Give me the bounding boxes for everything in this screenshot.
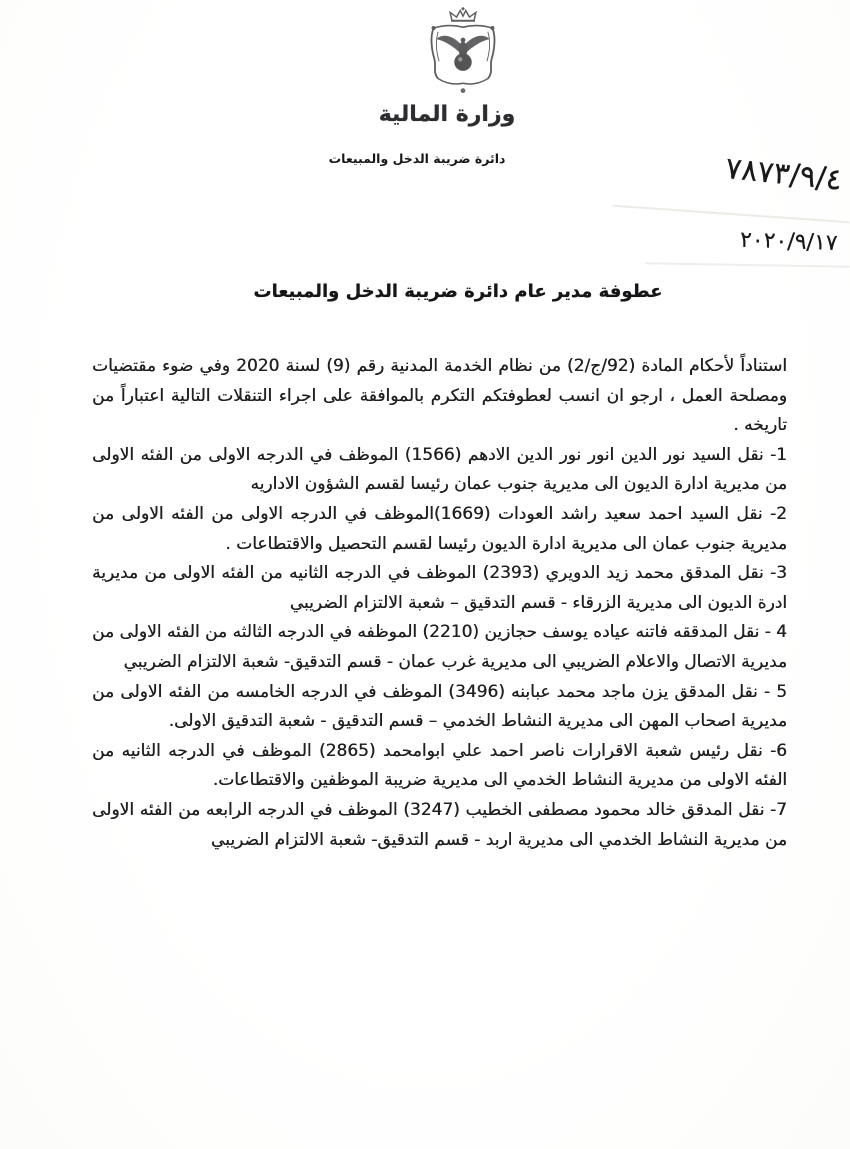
department-name: دائرة ضريبة الدخل والمبيعات — [328, 151, 506, 166]
scan-artifact-line — [612, 205, 850, 224]
transfer-item-7: 7- نقل المدقق خالد محمود مصطفى الخطيب (3247) الموظف في الدرجه الرابعه من الفئه الاولى من مديرية النشاط الخدمي الى مديرية اربد - قسم التدقيق- شعبة الالتزام الضريبي — [92, 799, 787, 850]
transfer-item-6: 6- نقل رئيس شعبة الاقرارات ناصر احمد علي ابوامحمد (2865) الموظف في الدرجه الثانيه من الفئه الاولى من مديرية النشاط الخدمي الى مديرية ضريبة الموظفين والاقتطاعات. — [92, 740, 787, 791]
transfer-item-2: 2- نقل السيد احمد سعيد راشد العودات (1669)الموظف في الدرجه الاولى من الفئه الاولى من مديرية جنوب عمان الى مديرية ادارة الديون رئيسا لقسم التحصيل والاقتطاعات . — [92, 503, 787, 554]
handwritten-date: ٢٠٢٠/٩/١٧ — [740, 227, 839, 256]
document-body — [92, 352, 787, 855]
ministry-name-calligraphy: وزارة المالية — [378, 102, 516, 127]
transfer-item-5: 5 - نقل المدقق يزن ماجد محمد عبابنه (3496) الموظف في الدرجه الخامسه من الفئه الاولى من مديرية اصحاب المهن الى مديرية النشاط الخدمي – قسم التدقيق - شعبة التدقيق الاولى. — [92, 681, 788, 732]
handwritten-reference-number: ٧٨٧٣/٩/٤ — [723, 150, 844, 198]
coat-of-arms-graphic — [407, 6, 519, 98]
transfer-item-4: 4 - نقل المدققه فاتنه عياده يوسف حجازين (2210) الموظفه في الدرجه الثالثه من الفئه الاولى من مديرية الاتصال والاعلام الضريبي الى مديرية غرب عمان - قسم التدقيق- شعبة الالتزام الضريبي — [92, 622, 787, 672]
intro-paragraph: استناداً لأحكام المادة (92/ج/2) من نظام الخدمة المدنية رقم (9) لسنة 2020 وفي ضوء مقتضيات ومصلحة العمل ، ارجو ان انسب لعطوفتكم التكرم بالموافقة على اجراء التنقلات التالية اعتباراً من تاريخه . — [92, 356, 788, 436]
transfer-item-3: 3- نقل المدقق محمد زيد الدويري (2393) الموظف في الدرجه الثانيه من الفئه الاولى من مديرية ادرة الديون الى مديرية الزرقاء - قسم التدقيق – شعبة الالتزام الضريبي — [92, 563, 787, 613]
scan-artifact-line — [645, 262, 850, 268]
jordan-coat-of-arms-emblem — [407, 6, 519, 102]
transfer-item-1: 1- نقل السيد نور الدين انور نور الدين الادهم (1566) الموظف في الدرجه الاولى من الفئه الاولى من مديرية ادارة الديون الى مديرية جنوب عمان رئيسا لقسم الشؤون الاداريه — [92, 444, 787, 495]
document-title: عطوفة مدير عام دائرة ضريبة الدخل والمبيعات — [253, 281, 663, 302]
